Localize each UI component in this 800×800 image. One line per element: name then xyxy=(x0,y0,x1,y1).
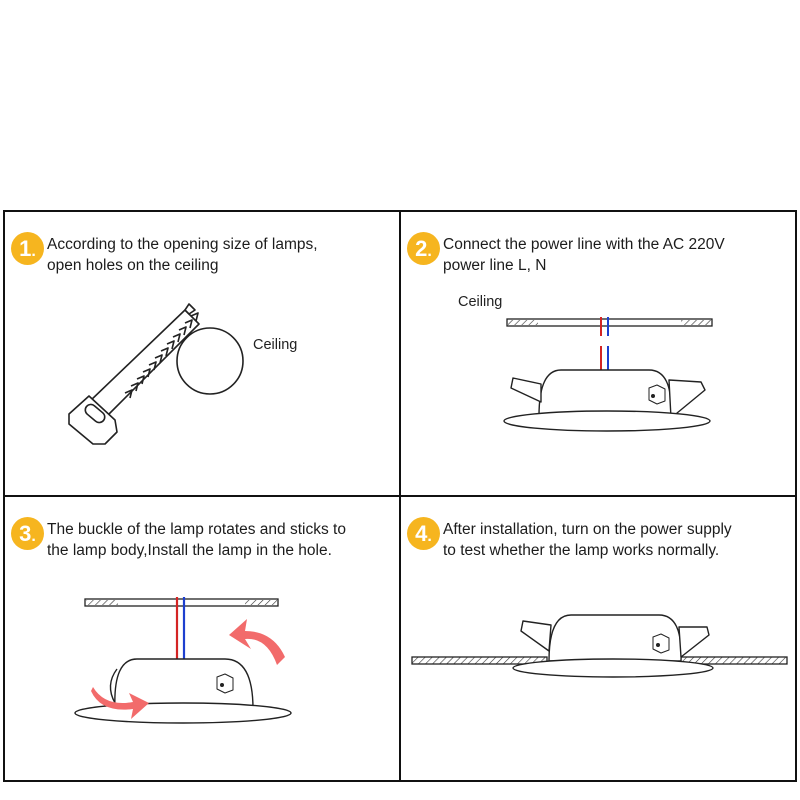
downlight-lamp-icon xyxy=(513,615,713,677)
step-4-illustration xyxy=(401,497,797,781)
step-2-illustration xyxy=(401,212,797,496)
step-4-instruction: After installation, turn on the power supply to test whether the lamp works normally. xyxy=(443,521,732,559)
ceiling-panel-icon xyxy=(85,599,278,606)
step-3-illustration xyxy=(5,497,401,781)
step-1-instruction: According to the opening size of lamps, open holes on the ceiling xyxy=(47,236,318,274)
downlight-lamp-icon xyxy=(75,659,291,723)
downlight-lamp-icon xyxy=(504,370,710,431)
step-3-instruction: The buckle of the lamp rotates and sticks to the lamp body,Install the lamp in the hole. xyxy=(47,521,346,559)
step-2-instruction: Connect the power line with the AC 220V power line L, N xyxy=(443,236,725,274)
step-1-badge: 1. xyxy=(11,232,44,265)
step-2-badge: 2. xyxy=(407,232,440,265)
ceiling-panel-icon xyxy=(507,319,712,326)
step-1-panel xyxy=(5,212,401,496)
step-4-panel xyxy=(401,497,797,781)
step-3-badge: 3. xyxy=(11,517,44,550)
ceiling-hole-icon xyxy=(177,328,243,394)
step-3-panel xyxy=(5,497,401,781)
step-2-panel xyxy=(401,212,797,496)
step-1-illustration xyxy=(5,212,401,496)
step-2-ceiling-label: Ceiling xyxy=(458,294,503,310)
step-1-ceiling-label: Ceiling xyxy=(253,337,298,353)
step-4-badge: 4. xyxy=(407,517,440,550)
